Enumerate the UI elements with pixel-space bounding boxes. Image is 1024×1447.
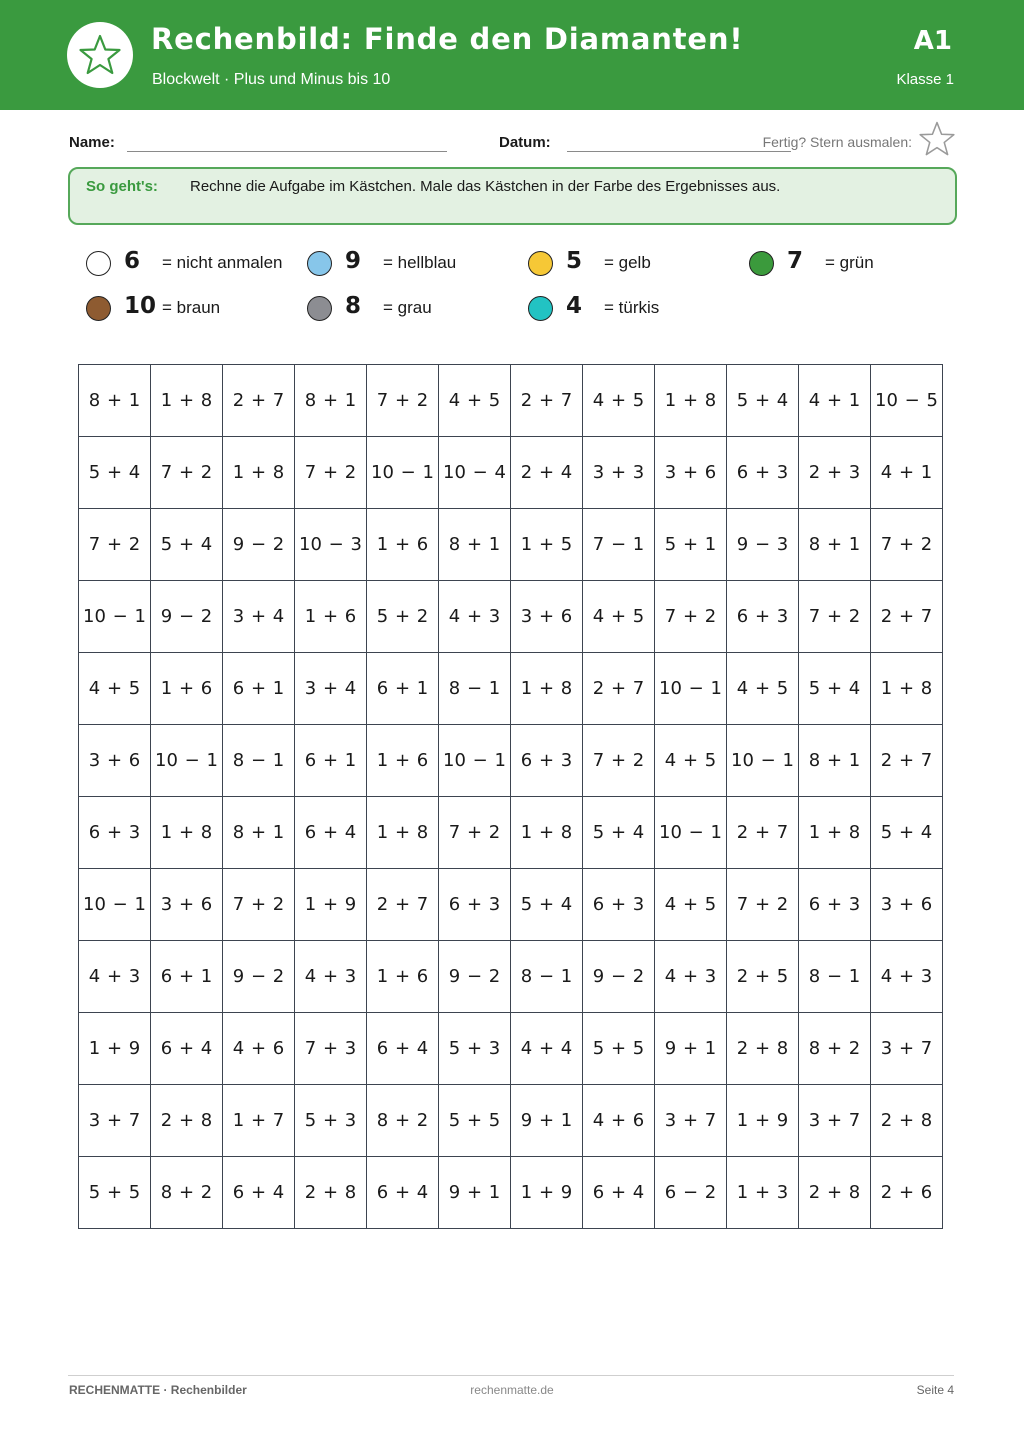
grid-cell[interactable]: 7 + 2 [583,725,655,797]
grid-cell[interactable]: 10 − 1 [79,869,151,941]
grid-cell[interactable]: 9 − 2 [583,941,655,1013]
grid-cell[interactable]: 1 + 6 [295,581,367,653]
grid-cell[interactable]: 4 + 3 [295,941,367,1013]
grid-row [79,869,943,941]
grid-cell[interactable]: 8 + 1 [439,509,511,581]
grid-cell[interactable]: 2 + 8 [727,1013,799,1085]
grid-cell[interactable]: 8 − 1 [439,653,511,725]
grid-cell[interactable]: 1 + 8 [799,797,871,869]
grid-cell[interactable]: 4 + 3 [79,941,151,1013]
grid-cell[interactable]: 5 + 4 [727,365,799,437]
grid-cell[interactable]: 6 + 4 [367,1157,439,1229]
grid-cell[interactable]: 1 + 6 [367,725,439,797]
class-label: Klasse 1 [896,71,954,88]
grid-cell[interactable]: 2 + 7 [511,365,583,437]
puzzle-grid [78,364,943,1229]
grid-cell[interactable]: 8 + 2 [367,1085,439,1157]
legend-item [528,249,743,279]
grid-cell[interactable]: 6 + 4 [367,1013,439,1085]
legend-label: = grün [825,253,874,272]
grid-cell[interactable]: 10 − 5 [871,365,943,437]
grid-cell[interactable]: 4 + 4 [511,1013,583,1085]
grid-row [79,437,943,509]
footer-url: rechenmatte.de [470,1383,554,1397]
grid-cell[interactable]: 3 + 6 [871,869,943,941]
grid-cell[interactable]: 6 + 3 [727,437,799,509]
grid-cell[interactable]: 8 − 1 [799,941,871,1013]
grid-cell[interactable]: 2 + 8 [799,1157,871,1229]
grid-cell[interactable]: 3 + 7 [79,1085,151,1157]
grid-cell[interactable]: 9 + 1 [439,1157,511,1229]
grid-row [79,797,943,869]
instructions-label: So geht's: [86,178,158,195]
grid-cell[interactable]: 10 − 3 [295,509,367,581]
grid-cell[interactable]: 5 + 5 [583,1013,655,1085]
name-field[interactable] [127,151,447,152]
footer-brand: RECHENMATTE · Rechenbilder [69,1383,247,1397]
grid-cell[interactable]: 4 + 5 [79,653,151,725]
legend-swatch [528,251,553,276]
grid-cell[interactable]: 10 − 1 [655,797,727,869]
grid-cell[interactable]: 10 − 1 [727,725,799,797]
grid-cell[interactable]: 3 + 6 [151,869,223,941]
grid-cell[interactable]: 7 + 3 [295,1013,367,1085]
grid-cell[interactable]: 6 + 4 [583,1157,655,1229]
level-badge: A1 [913,26,952,56]
grid-cell[interactable]: 3 + 6 [511,581,583,653]
grid-cell[interactable]: 8 + 2 [151,1157,223,1229]
grid-row [79,581,943,653]
grid-cell[interactable]: 8 + 1 [799,725,871,797]
grid-cell[interactable]: 4 + 1 [799,365,871,437]
grid-cell[interactable]: 1 + 6 [367,941,439,1013]
instructions-text: Rechne die Aufgabe im Kästchen. Male das Kästchen in der Farbe des Ergebnisses aus. [190,178,781,195]
grid-row [79,725,943,797]
grid-cell[interactable]: 1 + 8 [511,797,583,869]
grid-cell[interactable]: 2 + 7 [727,797,799,869]
grid-cell[interactable]: 10 − 1 [367,437,439,509]
grid-cell[interactable]: 9 − 2 [223,509,295,581]
legend-number: 9 [345,248,362,274]
date-field[interactable] [567,151,791,152]
star-icon [78,33,122,77]
grid-cell[interactable]: 5 + 2 [367,581,439,653]
grid-cell[interactable]: 6 + 4 [223,1157,295,1229]
grid-cell[interactable]: 6 + 4 [151,1013,223,1085]
grid-cell[interactable]: 8 − 1 [223,725,295,797]
legend-item [86,249,301,279]
grid-cell[interactable]: 2 + 4 [511,437,583,509]
grid-cell[interactable]: 1 + 5 [511,509,583,581]
legend-item [528,294,743,324]
grid-cell[interactable]: 9 − 2 [151,581,223,653]
date-label: Datum: [499,134,551,151]
grid-cell[interactable]: 5 + 4 [79,437,151,509]
grid-cell[interactable]: 6 + 3 [439,869,511,941]
grid-cell[interactable]: 3 + 7 [799,1085,871,1157]
grid-cell[interactable]: 3 + 6 [79,725,151,797]
grid-cell[interactable]: 7 + 2 [151,437,223,509]
legend-label: = braun [162,298,221,317]
legend-swatch [86,296,111,321]
legend-number: 4 [566,293,583,319]
grid-cell[interactable]: 9 − 3 [727,509,799,581]
grid-cell[interactable]: 1 + 8 [151,797,223,869]
grid-cell[interactable]: 2 + 7 [367,869,439,941]
grid-cell[interactable]: 2 + 7 [223,365,295,437]
legend-number: 10 [124,293,157,319]
grid-cell[interactable]: 7 + 2 [799,581,871,653]
grid-cell[interactable]: 2 + 6 [871,1157,943,1229]
grid-cell[interactable]: 6 + 3 [727,581,799,653]
grid-cell[interactable]: 4 + 3 [655,941,727,1013]
grid-cell[interactable]: 5 + 4 [151,509,223,581]
grid-cell[interactable]: 1 + 9 [511,1157,583,1229]
legend-item [307,294,522,324]
grid-cell[interactable]: 7 + 2 [223,869,295,941]
grid-cell[interactable]: 1 + 9 [79,1013,151,1085]
grid-row [79,653,943,725]
page-header [0,0,1024,110]
grid-cell[interactable]: 1 + 6 [367,509,439,581]
grid-cell[interactable]: 2 + 8 [871,1085,943,1157]
grid-cell[interactable]: 8 + 1 [295,365,367,437]
grid-cell[interactable]: 9 + 1 [511,1085,583,1157]
grid-cell[interactable]: 8 + 2 [799,1013,871,1085]
grid-cell[interactable]: 5 + 4 [511,869,583,941]
legend-label: = gelb [604,253,651,272]
grid-cell[interactable]: 4 + 5 [655,869,727,941]
grid-row [79,941,943,1013]
grid-row [79,1085,943,1157]
grid-cell[interactable]: 8 + 1 [79,365,151,437]
grid-cell[interactable]: 5 + 1 [655,509,727,581]
grid-cell[interactable]: 6 + 4 [295,797,367,869]
grid-cell[interactable]: 10 − 1 [79,581,151,653]
grid-cell[interactable]: 1 + 7 [223,1085,295,1157]
grid-cell[interactable]: 2 + 7 [871,581,943,653]
grid-cell[interactable]: 4 + 3 [439,581,511,653]
grid-cell[interactable]: 4 + 3 [871,941,943,1013]
grid-cell[interactable]: 3 + 7 [871,1013,943,1085]
grid-cell[interactable]: 1 + 9 [295,869,367,941]
legend-number: 6 [124,248,141,274]
grid-cell[interactable]: 1 + 8 [151,365,223,437]
grid-cell[interactable]: 4 + 5 [439,365,511,437]
grid-cell[interactable]: 10 − 1 [439,725,511,797]
legend-label: = türkis [604,298,660,317]
grid-cell[interactable]: 9 − 2 [439,941,511,1013]
legend-label: = hellblau [383,253,457,272]
grid-cell[interactable]: 2 + 7 [583,653,655,725]
grid-cell[interactable]: 10 − 1 [655,653,727,725]
footer-page-number: Seite 4 [916,1383,954,1397]
grid-cell[interactable]: 1 + 3 [727,1157,799,1229]
legend-item [749,249,964,279]
grid-cell[interactable]: 5 + 5 [79,1157,151,1229]
grid-cell[interactable]: 1 + 6 [151,653,223,725]
page-title: Rechenbild: Finde den Diamanten! [151,22,744,56]
grid-cell[interactable]: 5 + 3 [295,1085,367,1157]
legend-number: 5 [566,248,583,274]
grid-cell[interactable]: 5 + 4 [583,797,655,869]
grid-cell[interactable]: 7 + 2 [295,437,367,509]
grid-cell[interactable]: 7 + 2 [655,581,727,653]
grid-cell[interactable]: 4 + 5 [655,725,727,797]
grid-cell[interactable]: 2 + 3 [799,437,871,509]
grid-cell[interactable]: 2 + 8 [295,1157,367,1229]
grid-cell[interactable]: 8 + 1 [223,797,295,869]
grid-cell[interactable]: 8 + 1 [799,509,871,581]
grid-cell[interactable]: 2 + 7 [871,725,943,797]
grid-cell[interactable]: 4 + 5 [583,581,655,653]
grid-cell[interactable]: 6 + 1 [223,653,295,725]
legend-swatch [528,296,553,321]
grid-cell[interactable]: 7 + 2 [79,509,151,581]
grid-cell[interactable]: 6 + 1 [367,653,439,725]
grid-row [79,365,943,437]
grid-row [79,509,943,581]
grid-cell[interactable]: 3 + 7 [655,1085,727,1157]
grid-cell[interactable]: 9 + 1 [655,1013,727,1085]
grid-cell[interactable]: 6 + 1 [151,941,223,1013]
grid-cell[interactable]: 1 + 8 [367,797,439,869]
grid-cell[interactable]: 5 + 5 [439,1085,511,1157]
grid-cell[interactable]: 7 + 2 [367,365,439,437]
grid-cell[interactable]: 4 + 5 [727,653,799,725]
grid-cell[interactable]: 7 + 2 [727,869,799,941]
grid-row [79,1157,943,1229]
grid-cell[interactable]: 1 + 8 [871,653,943,725]
grid-cell[interactable]: 8 − 1 [511,941,583,1013]
page-subtitle: Blockwelt · Plus und Minus bis 10 [152,71,391,88]
grid-cell[interactable]: 2 + 8 [151,1085,223,1157]
legend-number: 7 [787,248,804,274]
grid-cell[interactable]: 5 + 4 [799,653,871,725]
grid-cell[interactable]: 6 − 2 [655,1157,727,1229]
grid-cell[interactable]: 4 + 1 [871,437,943,509]
footer-divider [68,1375,954,1376]
grid-cell[interactable]: 4 + 6 [583,1085,655,1157]
grid-cell[interactable]: 10 − 1 [151,725,223,797]
grid-cell[interactable]: 9 − 2 [223,941,295,1013]
done-hint: Fertig? Stern ausmalen: [762,134,912,150]
grid-cell[interactable]: 3 + 4 [223,581,295,653]
grid-cell[interactable]: 6 + 1 [295,725,367,797]
grid-cell[interactable]: 3 + 3 [583,437,655,509]
grid-cell[interactable]: 5 + 4 [871,797,943,869]
legend-swatch [749,251,774,276]
grid-cell[interactable]: 7 + 2 [871,509,943,581]
legend-number: 8 [345,293,362,319]
grid-cell[interactable]: 7 − 1 [583,509,655,581]
grid-cell[interactable]: 6 + 3 [583,869,655,941]
grid-cell[interactable]: 6 + 3 [799,869,871,941]
grid-cell[interactable]: 10 − 4 [439,437,511,509]
grid-cell[interactable]: 6 + 3 [79,797,151,869]
grid-cell[interactable]: 1 + 8 [223,437,295,509]
grid-cell[interactable]: 3 + 6 [655,437,727,509]
grid-cell[interactable]: 7 + 2 [439,797,511,869]
grid-cell[interactable]: 4 + 6 [223,1013,295,1085]
legend-label: = grau [383,298,432,317]
legend-swatch [307,251,332,276]
done-star-icon[interactable] [918,120,956,158]
grid-cell[interactable]: 3 + 4 [295,653,367,725]
legend-label: = nicht anmalen [162,253,283,272]
grid-cell[interactable]: 5 + 3 [439,1013,511,1085]
grid-cell[interactable]: 4 + 5 [583,365,655,437]
grid-row [79,1013,943,1085]
instructions-box [68,167,957,225]
grid-cell[interactable]: 2 + 5 [727,941,799,1013]
grid-cell[interactable]: 6 + 3 [511,725,583,797]
name-label: Name: [69,134,115,151]
legend-swatch [86,251,111,276]
logo-badge [67,22,133,88]
legend-item [86,294,301,324]
legend-item [307,249,522,279]
grid-cell[interactable]: 1 + 8 [655,365,727,437]
grid-cell[interactable]: 1 + 8 [511,653,583,725]
grid-cell[interactable]: 1 + 9 [727,1085,799,1157]
legend-swatch [307,296,332,321]
